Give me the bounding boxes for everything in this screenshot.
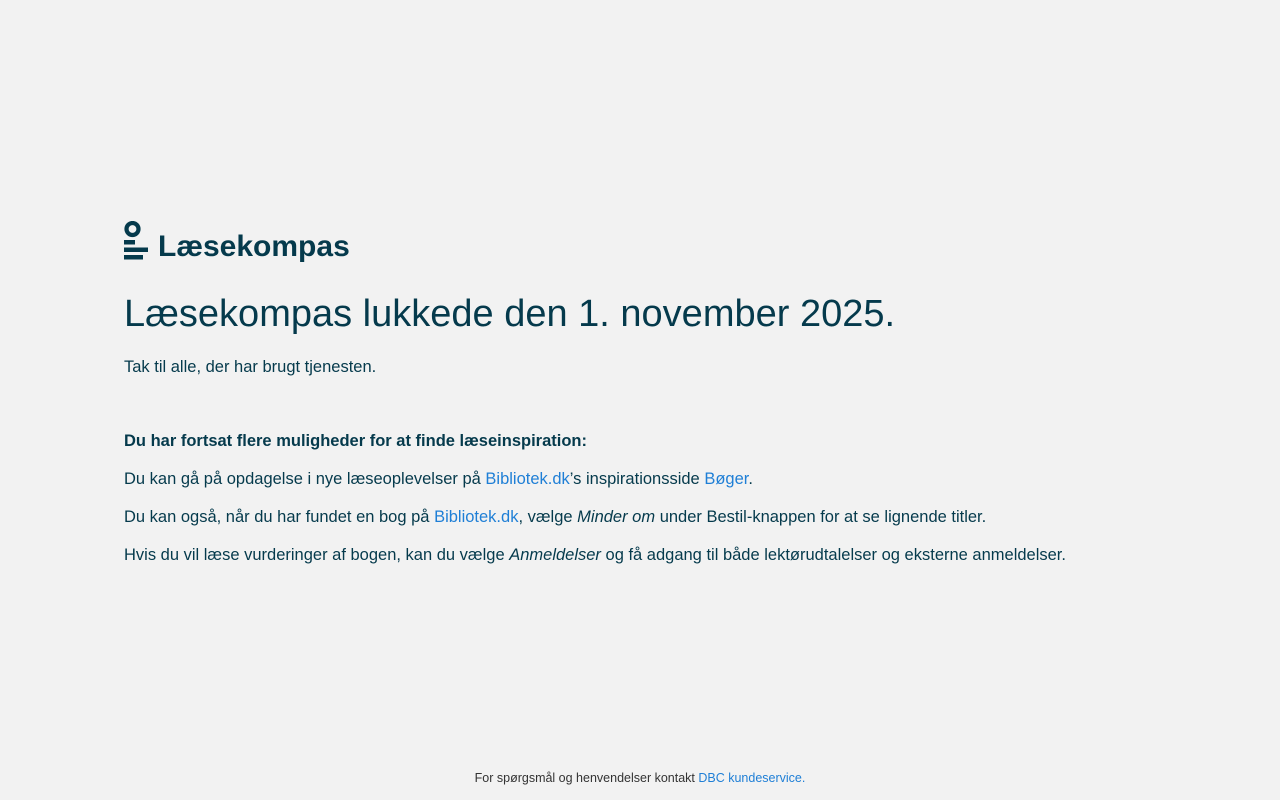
paragraph-text: , vælge [518, 508, 578, 526]
paragraph-text: ’s inspirationsside [569, 470, 705, 488]
brand-name: Læsekompas [158, 230, 350, 263]
emphasis-text: Minder om [577, 508, 656, 526]
footer [0, 770, 1280, 786]
paragraph-reviews [124, 544, 1224, 566]
footer-text: For spørgsmål og henvendelser kontakt [474, 771, 699, 785]
bibliotek-link[interactable]: Bibliotek.dk [485, 470, 570, 488]
paragraph-discover [124, 468, 1224, 490]
page-title: Læsekompas lukkede den 1. november 2025. [124, 293, 896, 335]
paragraph-text: og få adgang til både lektørudtalelser og eksterne anmeldelser. [600, 546, 1066, 564]
paragraph-text: under Bestil-knappen for at se lignende titler. [655, 508, 987, 526]
inspiration-subheading: Du har fortsat flere muligheder for at finde læseinspiration: [124, 432, 587, 450]
paragraph-similar [124, 506, 1224, 528]
bibliotek-link[interactable]: Bibliotek.dk [434, 508, 519, 526]
thanks-text: Tak til alle, der har brugt tjenesten. [124, 358, 377, 376]
brand-logo [124, 219, 1224, 263]
paragraph-text: . [748, 470, 753, 488]
paragraph-text: Du kan gå på opdagelse i nye læseoplevelser på [124, 470, 486, 488]
paragraph-text: Hvis du vil læse vurderinger af bogen, kan du vælge [124, 546, 510, 564]
person-compass-icon [124, 221, 148, 261]
emphasis-text: Anmeldelser [509, 546, 601, 564]
paragraph-text: Du kan også, når du har fundet en bog på [124, 508, 435, 526]
customer-service-link[interactable]: DBC kundeservice. [698, 771, 806, 785]
main-content [124, 219, 1224, 566]
boger-link[interactable]: Bøger [704, 470, 749, 488]
